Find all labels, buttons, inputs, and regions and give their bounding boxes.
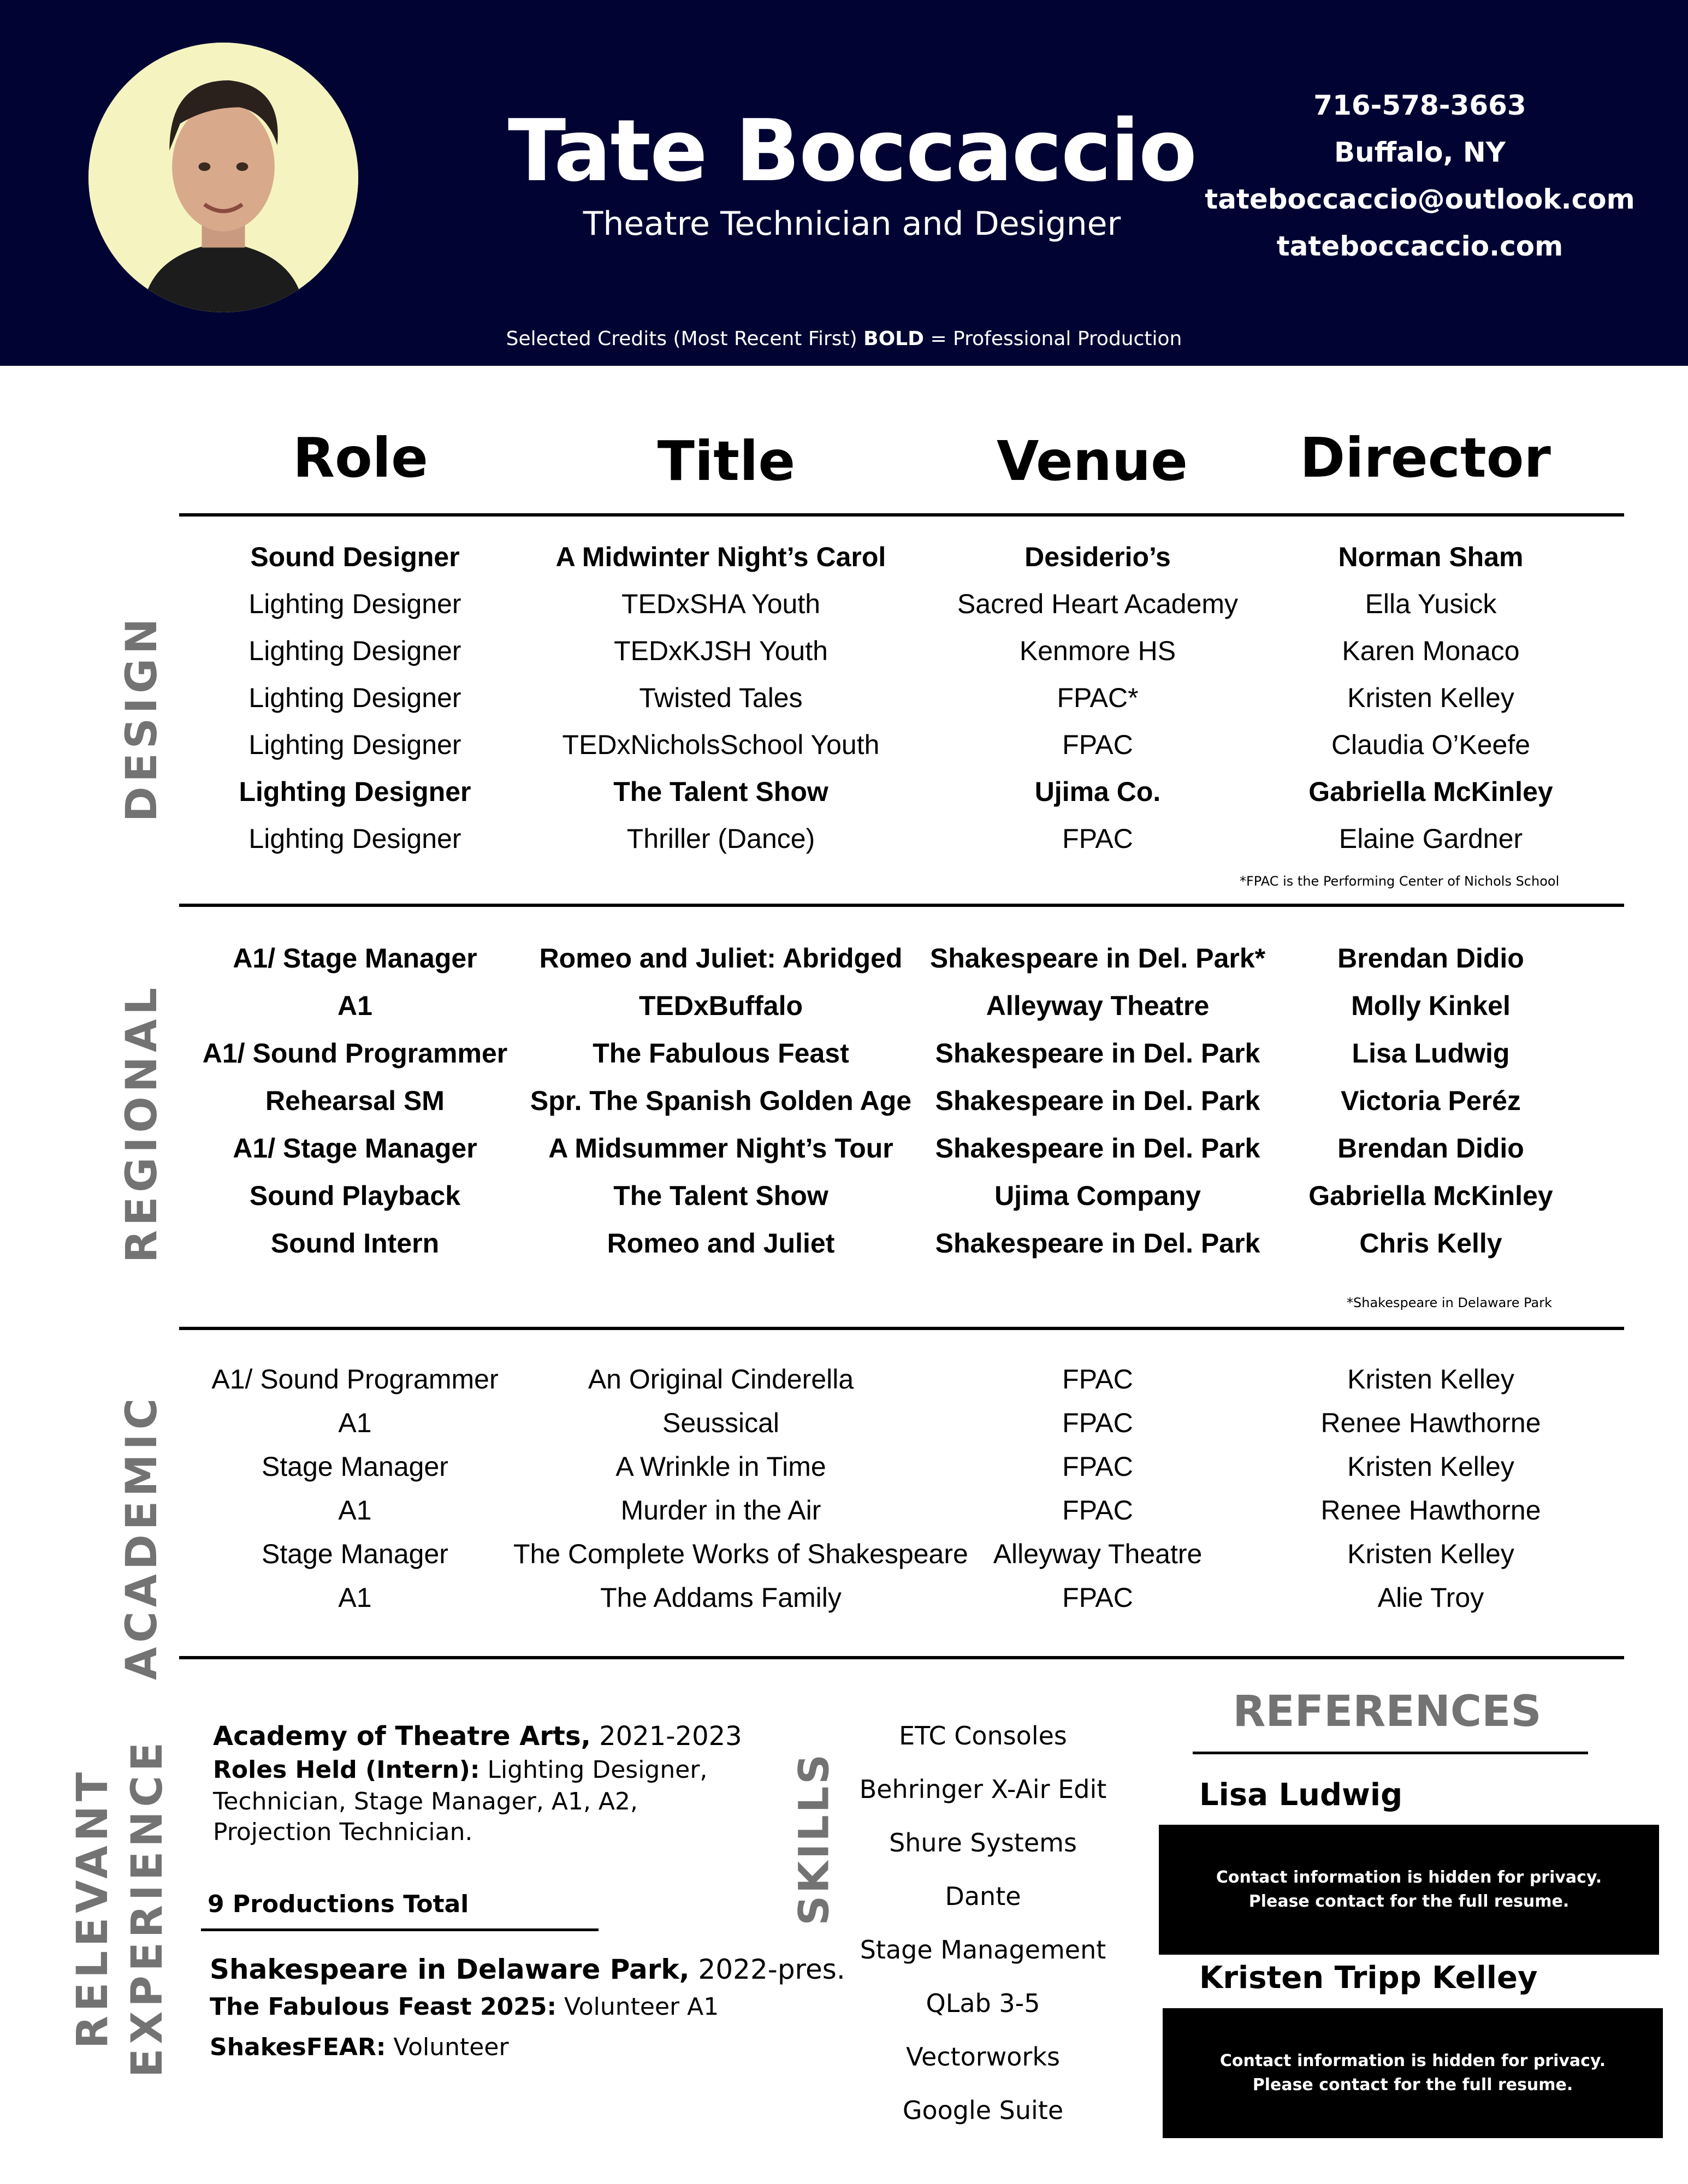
skill-item: ETC Consoles — [899, 1721, 1067, 1750]
regional-credit-row — [0, 1031, 1688, 1075]
credit-venue: Shakespeare in Del. Park — [935, 1228, 1260, 1259]
academy-roles-line2: Technician, Stage Manager, A1, A2, — [213, 1788, 638, 1815]
credits-note-prefix: Selected Credits (Most Recent First) — [506, 328, 864, 350]
section-label-academic: ACADEMIC — [117, 1394, 167, 1680]
credit-director: Kristen Kelley — [1347, 1451, 1514, 1482]
section-label-regional: REGIONAL — [117, 983, 167, 1263]
portrait-icon — [88, 43, 358, 312]
credit-venue: Alleyway Theatre — [986, 990, 1210, 1021]
credit-director: Norman Sham — [1338, 542, 1524, 572]
design-footnote: *FPAC is the Performing Center of Nichols School — [1240, 874, 1560, 889]
credit-role: A1 — [337, 990, 372, 1021]
credit-role: A1 — [338, 1582, 372, 1613]
credit-director: Renee Hawthorne — [1320, 1408, 1541, 1438]
roles-held-label: Roles Held (Intern): — [213, 1756, 480, 1784]
credit-title: An Original Cinderella — [588, 1364, 854, 1394]
regional-divider — [179, 1327, 1624, 1330]
credit-director: Kristen Kelley — [1347, 1539, 1514, 1569]
credit-role: A1 — [338, 1495, 372, 1526]
credit-role: Lighting Designer — [248, 682, 461, 713]
experience-divider — [201, 1928, 599, 1931]
regional-credit-row — [0, 1126, 1688, 1170]
credits-note-bold: BOLD — [863, 328, 924, 350]
credit-role: A1 — [338, 1408, 372, 1438]
credit-venue: FPAC — [1062, 729, 1133, 760]
design-credit-row — [0, 817, 1688, 860]
credit-role: Lighting Designer — [248, 636, 461, 666]
academic-credit-row — [0, 1532, 1688, 1576]
reference-contact-hidden-2 — [1163, 2008, 1663, 2138]
credit-director: Brendan Didio — [1337, 943, 1524, 974]
credit-venue: Alleyway Theatre — [993, 1539, 1203, 1569]
location: Buffalo, NY — [1334, 136, 1506, 168]
credit-title: Thriller (Dance) — [626, 823, 815, 854]
website-link[interactable]: tateboccaccio.com — [1276, 230, 1563, 262]
design-credit-row — [0, 676, 1688, 720]
credit-venue: Sacred Heart Academy — [957, 589, 1239, 619]
shakesfear-entry — [210, 2033, 509, 2061]
references-title: REFERENCES — [1233, 1687, 1542, 1736]
credit-role: Lighting Designer — [248, 589, 461, 619]
academic-credit-row — [0, 1445, 1688, 1488]
credit-title: The Talent Show — [613, 776, 828, 807]
academy-name: Academy of Theatre Arts, — [213, 1721, 591, 1752]
skill-item: Behringer X-Air Edit — [859, 1775, 1107, 1804]
credit-venue: Shakespeare in Del. Park* — [929, 943, 1266, 974]
credit-role: Sound Intern — [270, 1228, 440, 1259]
design-credit-row — [0, 629, 1688, 673]
column-header-title: Title — [657, 429, 796, 493]
skill-item: Shure Systems — [889, 1828, 1077, 1857]
credit-role: A1/ Stage Manager — [233, 943, 477, 974]
skill-item: Stage Management — [860, 1935, 1106, 1965]
credit-director: Claudia O’Keefe — [1331, 729, 1531, 760]
sidp-years: 2022-pres. — [689, 1954, 845, 1985]
privacy-notice-line2: Please contact for the full resume. — [1252, 2075, 1573, 2094]
credit-venue: Shakespeare in Del. Park — [935, 1133, 1260, 1164]
credit-director: Victoria Peréz — [1341, 1085, 1521, 1116]
credit-role: Lighting Designer — [239, 776, 471, 807]
applicant-name: Tate Boccaccio — [507, 101, 1197, 200]
credit-venue: FPAC — [1062, 1582, 1133, 1613]
credit-director: Lisa Ludwig — [1352, 1038, 1510, 1069]
academic-credit-row — [0, 1357, 1688, 1401]
credit-role: Lighting Designer — [248, 729, 461, 760]
credit-venue: Kenmore HS — [1019, 636, 1176, 666]
credit-director: Elaine Gardner — [1338, 823, 1523, 854]
regional-credit-row — [0, 1174, 1688, 1218]
roles-text-1: Lighting Designer, — [479, 1756, 708, 1784]
feast-name: The Fabulous Feast 2025: — [210, 1993, 557, 2021]
contact-block — [1201, 82, 1638, 270]
credit-title: TEDxNicholsSchool Youth — [562, 729, 880, 760]
credit-director: Renee Hawthorne — [1320, 1495, 1541, 1526]
credit-title: TEDxBuffalo — [639, 990, 803, 1021]
credit-title: The Complete Works of Shakespeare — [513, 1539, 968, 1569]
academic-divider — [179, 1656, 1624, 1659]
academy-entry — [213, 1721, 742, 1752]
credit-director: Molly Kinkel — [1351, 990, 1511, 1021]
academy-years: 2021-2023 — [590, 1721, 742, 1752]
credit-title: Romeo and Juliet — [607, 1228, 835, 1259]
credits-note-suffix: = Professional Production — [924, 328, 1182, 350]
credit-director: Brendan Didio — [1337, 1133, 1524, 1164]
credit-venue: Desiderio’s — [1024, 542, 1171, 572]
credit-director: Kristen Kelley — [1347, 682, 1514, 713]
sidp-name: Shakespeare in Delaware Park, — [210, 1954, 690, 1985]
reference-contact-hidden-1 — [1159, 1825, 1659, 1955]
credit-role: Stage Manager — [262, 1451, 448, 1482]
academy-roles-line1 — [213, 1756, 707, 1784]
shakesfear-name: ShakesFEAR: — [210, 2033, 386, 2061]
academy-roles-line3: Projection Technician. — [213, 1818, 473, 1846]
credit-venue: FPAC — [1062, 1408, 1133, 1438]
section-label-experience-1: RELEVANT — [68, 1767, 117, 2049]
header-divider — [179, 513, 1624, 517]
credit-role: Lighting Designer — [248, 823, 461, 854]
academic-credit-row — [0, 1488, 1688, 1532]
design-credit-row — [0, 770, 1688, 814]
credit-role: A1/ Stage Manager — [233, 1133, 477, 1164]
credit-title: The Addams Family — [600, 1582, 842, 1613]
header-banner — [0, 0, 1688, 366]
credit-title: TEDxKJSH Youth — [614, 636, 828, 666]
privacy-notice-line1: Contact information is hidden for privacy. — [1216, 1868, 1602, 1887]
sidp-entry — [210, 1954, 845, 1985]
credit-title: A Wrinkle in Time — [615, 1451, 826, 1482]
feast-role: Volunteer A1 — [556, 1993, 719, 2021]
email-link[interactable]: tateboccaccio@outlook.com — [1205, 183, 1635, 215]
credit-venue: Ujima Company — [994, 1180, 1201, 1211]
reference-name-2: Kristen Tripp Kelley — [1199, 1960, 1538, 1996]
regional-credit-row — [0, 1221, 1688, 1265]
skill-item: Vectorworks — [906, 2042, 1060, 2072]
skill-item: QLab 3-5 — [926, 1989, 1040, 2018]
productions-total: 9 Productions Total — [208, 1890, 469, 1918]
credit-role: Stage Manager — [262, 1539, 448, 1569]
design-divider — [179, 904, 1624, 907]
section-label-design: DESIGN — [117, 614, 167, 822]
applicant-title: Theatre Technician and Designer — [583, 205, 1121, 243]
privacy-notice-line2: Please contact for the full resume. — [1248, 1892, 1569, 1911]
column-header-role: Role — [293, 426, 428, 490]
credit-director: Kristen Kelley — [1347, 1364, 1514, 1394]
regional-credit-row — [0, 936, 1688, 980]
skill-item: Google Suite — [902, 2096, 1064, 2125]
regional-credit-row — [0, 984, 1688, 1028]
credit-venue: Shakespeare in Del. Park — [935, 1038, 1260, 1069]
credit-venue: Ujima Co. — [1034, 776, 1161, 807]
credit-title: The Fabulous Feast — [593, 1038, 849, 1069]
section-label-skills: SKILLS — [789, 1752, 838, 1926]
credit-role: A1/ Sound Programmer — [211, 1364, 499, 1394]
credit-title: Spr. The Spanish Golden Age — [530, 1085, 912, 1116]
reference-name-1: Lisa Ludwig — [1199, 1777, 1403, 1813]
regional-footnote: *Shakespeare in Delaware Park — [1347, 1295, 1552, 1310]
skills-list — [819, 1709, 1147, 2137]
credit-venue: FPAC* — [1057, 682, 1139, 713]
credit-director: Gabriella McKinley — [1308, 1180, 1553, 1211]
design-credit-row — [0, 535, 1688, 579]
credit-title: A Midwinter Night’s Carol — [555, 542, 886, 572]
credit-title: The Talent Show — [613, 1180, 828, 1211]
credit-director: Karen Monaco — [1342, 636, 1520, 666]
credit-title: Seussical — [662, 1408, 779, 1438]
credit-venue: FPAC — [1062, 823, 1133, 854]
credit-role: A1/ Sound Programmer — [202, 1038, 508, 1069]
credit-director: Chris Kelly — [1359, 1228, 1502, 1259]
feast-entry — [210, 1993, 719, 2021]
phone-number[interactable]: 716-578-3663 — [1313, 90, 1526, 121]
credit-role: Sound Designer — [250, 542, 460, 572]
column-header-director: Director — [1300, 426, 1551, 490]
credit-director: Alie Troy — [1377, 1582, 1484, 1613]
credit-role: Sound Playback — [249, 1180, 461, 1211]
credit-title: Twisted Tales — [639, 682, 803, 713]
credit-role: Rehearsal SM — [265, 1085, 445, 1116]
credit-venue: FPAC — [1062, 1364, 1133, 1394]
shakesfear-role: Volunteer — [386, 2033, 509, 2061]
references-divider — [1193, 1752, 1588, 1754]
academic-credit-row — [0, 1576, 1688, 1619]
section-label-experience-2: EXPERIENCE — [123, 1737, 172, 2078]
skill-item: Dante — [945, 1882, 1021, 1911]
credit-title: TEDxSHA Youth — [621, 589, 821, 619]
credit-title: Murder in the Air — [620, 1495, 821, 1526]
design-credit-row — [0, 582, 1688, 626]
credit-title: A Midsummer Night’s Tour — [548, 1133, 893, 1164]
column-header-venue: Venue — [997, 429, 1188, 493]
academic-credit-row — [0, 1401, 1688, 1445]
credit-title: Romeo and Juliet: Abridged — [539, 943, 903, 974]
design-credit-row — [0, 723, 1688, 767]
regional-credit-row — [0, 1079, 1688, 1123]
credit-director: Gabriella McKinley — [1308, 776, 1553, 807]
credit-venue: FPAC — [1062, 1451, 1133, 1482]
privacy-notice-line1: Contact information is hidden for privacy. — [1219, 2051, 1606, 2070]
credit-venue: Shakespeare in Del. Park — [935, 1085, 1260, 1116]
credits-note — [0, 328, 1688, 350]
profile-photo — [88, 43, 358, 312]
credit-venue: FPAC — [1062, 1495, 1133, 1526]
credit-director: Ella Yusick — [1365, 589, 1497, 619]
